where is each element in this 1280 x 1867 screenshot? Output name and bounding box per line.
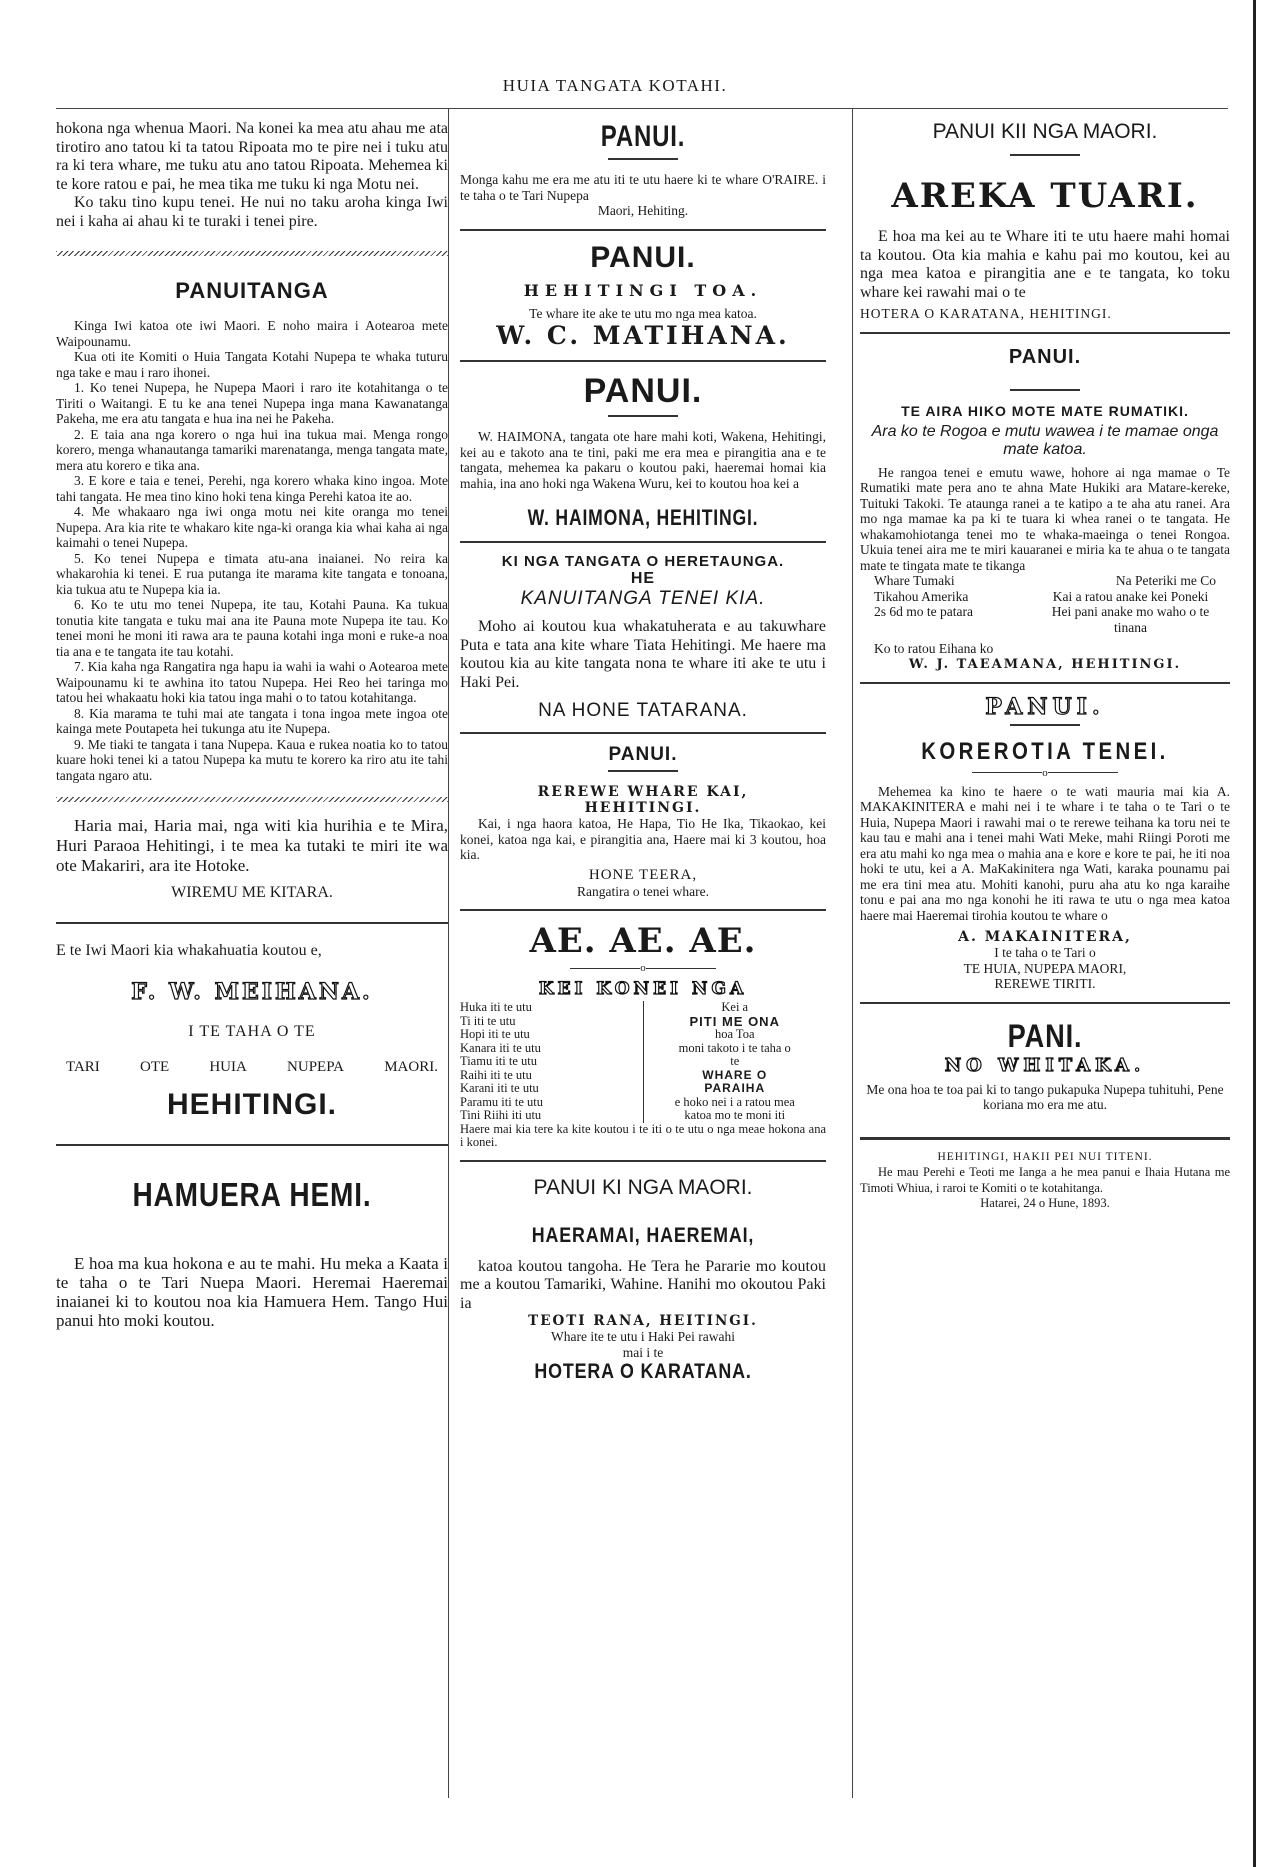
- list-item: Huka iti te utu: [460, 1000, 532, 1014]
- teera-name: HONE TEERA,: [588, 866, 698, 883]
- list-item: Ti iti te utu: [460, 1013, 516, 1028]
- panuitanga-item: 8. Kia marama te tuhi mai ate tangata i tona ingoa mete ingoa ote kainga mete Poutapeta hei tukunga atu ite Nupepa.: [56, 705, 448, 736]
- makakinitera-text: Mehemea ka kino te haere o te wati mauria mai kia A. MAKAKINITERA e mahi nei i te whare i te taha o te Tari o te Huia, Nupepa Maori i rawahi mai o te rerewe teihana ka toru nei te kau tau e mahi ana i tenei mahi Wati Meke, mahi Riingi Poroti me era atu mahi ko nga mea o mahia ana e kore e kore te pai, he iti noa hoki te utu, kei a A. MaKakinitera nga Wati, karaka pounamu pai me era tini mea atu. Mohiti kanohi, puru aha atu ko nga karaihe tonu e pai ana mo nga konohi he iti rawa te utu o nga mea katoa haere mai Haeremai tirohia koutou te whare o: [860, 783, 1230, 923]
- paraiha-advert: [460, 921, 826, 1150]
- makakinitera-title: PANUI.: [985, 693, 1105, 720]
- whitaka-title: PANI.: [1007, 1017, 1083, 1054]
- teera-advert: [460, 744, 826, 899]
- page-header: HUIA TANGATA KOTAHI.: [502, 76, 728, 95]
- makakinitera-advert: [860, 694, 1230, 992]
- karatana-text-3: mai i te: [622, 1344, 664, 1360]
- oraire-tail: Maori, Hehiting.: [597, 203, 689, 218]
- tatarana-title: KI NGA TANGATA O HERETAUNGA.: [501, 553, 785, 570]
- matihana-name: W. C. MATIHANA.: [496, 321, 790, 350]
- header-rule: [56, 108, 1228, 109]
- oraire-advert: [460, 120, 826, 219]
- divider-rule: [860, 332, 1230, 334]
- divider-rule: [460, 909, 826, 911]
- detail-line: e hoko nei i a ratou mea: [674, 1094, 795, 1109]
- divider-rule: [460, 541, 826, 543]
- detail-line: hoa Toa: [714, 1027, 755, 1041]
- panuitanga-item: 9. Me tiaki te tangata i tana Nupepa. Kaua e rukea noatia ko to tatou kuare hoki tenei ki a tatou Nupepa ka mutu te korero ka riro atu ite tahi tangata ngaro atu.: [56, 736, 448, 783]
- list-cell: Whare Tumaki: [874, 573, 955, 588]
- rumatiki-name: W. J. TAEAMANA, HEHITINGI.: [908, 656, 1182, 672]
- divider-rule: [56, 922, 448, 924]
- karatana-title: PANUI KI NGA MAORI.: [533, 1175, 753, 1199]
- short-rule: [608, 415, 678, 417]
- rumatiki-advert: [860, 346, 1230, 672]
- tatarana-he: HE: [630, 570, 656, 587]
- list-cell: Kai a ratou anake kei Poneki: [1052, 588, 1209, 604]
- detail-line: moni takoto i te taha o: [678, 1040, 791, 1055]
- rumatiki-list-row: [860, 573, 1230, 589]
- divider-rule: [56, 1144, 448, 1146]
- list-cell: Hei pani anake mo waho o te tinana: [1051, 604, 1210, 635]
- matihana-sub: HEHITINGI TOA.: [523, 280, 763, 300]
- rumatiki-text: He rangoa tenei e emutu wawe, hohore ai nga mamae o Te Rumatiki mate pera ano te ahna Mate Hukiki ara Matare-kereke, Tuituki Takoki. Te ataunga ranei a te katipo a te aha atu ranei. Ara mo nga mamae ka pa ki te tuara ki whea ranei o te tangata. He whakamohiotanga tenei mo te whaka-maeinga o tenei Rongoa. Ukuia tenei aira me te miri kauaranei e miria ka te ahua o te tangata mate te tingata mate te tikanga: [860, 464, 1230, 573]
- tuari-title: PANUI KII NGA MAORI.: [932, 120, 1158, 143]
- column-3: [860, 120, 1230, 1827]
- imprint-line-1: HEHITINGI, HAKII PEI NUI TITENI.: [937, 1150, 1153, 1163]
- list-item: Tini Riihi iti utu: [460, 1108, 542, 1122]
- tatarana-advert: [460, 553, 826, 722]
- meihana-word: HUIA: [209, 1058, 247, 1075]
- tuari-sub: AREKA TUARI.: [891, 176, 1199, 216]
- haimona-advert: [460, 372, 826, 531]
- detail-line: PARAIHA: [704, 1081, 766, 1095]
- imprint: [860, 1150, 1230, 1212]
- list-item: Raihi iti te utu: [460, 1067, 532, 1082]
- panuitanga-item: 4. Me whakaaro nga iwi onga motu nei kite oranga mo tenei Nupepa. Ara kia rite te whakaro kite nga-ki oranga kia whai kaha ai nga kaimahi o tenei Nupepa.: [56, 504, 448, 550]
- panuitanga-item: 6. Ko te utu mo tenei Nupepa, ite tau, Kotahi Pauna. Ka tukua tonutia kite tangata e tuku mai ana ite Pauna mote Nupepa ite tau. Ko tenei moni he moni iti rawa ara te pauna kotahi inga moni e ruke-a noa tia ana e te tangata ite tau kotahi.: [56, 597, 448, 659]
- paraiha-text: Haere mai kia tere ka kite koutou i te iti o te utu o nga meae hokona ana i konei.: [460, 1121, 826, 1149]
- tatarana-name: NA HONE TATARANA.: [538, 700, 748, 721]
- tuari-place: HOTERA O KARATANA, HEHITINGI.: [860, 306, 1112, 321]
- short-rule: [608, 770, 678, 772]
- meihana-word: MAORI.: [384, 1058, 438, 1075]
- panuitanga-item: 2. E taia ana nga korero o nga hui ina tukua mai. Menga rongo korero, menga whanautanga tamariki marenatanga, menga tangata mate, mera atu korero e tika ana.: [56, 426, 448, 473]
- list-item: Karani iti te utu: [460, 1081, 539, 1095]
- panuitanga-intro-1: Kinga Iwi katoa ote iwi Maori. E noho maira i Aotearoa mete Waipounamu.: [56, 318, 448, 349]
- short-rule: [1010, 724, 1080, 726]
- divider-rule: [460, 1160, 826, 1162]
- karatana-name: TEOTI RANA, HEITINGI.: [528, 1313, 758, 1329]
- list-item: Hopi iti te utu: [460, 1027, 530, 1041]
- panuitanga-item: 5. Ko tenei Nupepa e timata atu-ana inaianei. No reira ka whakarohia ki tenei. E rua putanga ite marama kite tangata e tonoana, kia tukua atu te Nupepa kia ia.: [56, 550, 448, 597]
- hemi-title: HAMUERA HEMI.: [132, 1175, 372, 1213]
- teera-sub-2: HEHITINGI.: [584, 800, 702, 816]
- teera-title: PANUI.: [608, 744, 678, 765]
- column-1: [56, 120, 448, 1827]
- hemi-text: E hoa ma kua hokona e au te mahi. Hu meka a Kaata i te taha o te Tari Nuepa Maori. Heremai Haeremai inaianei ki to koutou noa kia Hamuera Hem. Tango Hui panui hto moki koutou.: [56, 1253, 448, 1330]
- haimona-name: W. HAIMONA, HEHITINGI.: [527, 505, 759, 530]
- tuari-advert: [860, 120, 1230, 322]
- column-rule-2: [852, 108, 853, 1798]
- detail-line: katoa mo te moni iti: [684, 1108, 786, 1122]
- hemi-advert: [56, 1176, 448, 1330]
- meihana-place: HEHITINGI.: [166, 1087, 337, 1121]
- divider-rule: [860, 1137, 1230, 1140]
- makakinitera-l2: TE HUIA, NUPEPA MAORI,: [963, 960, 1127, 976]
- haimona-text: W. HAIMONA, tangata ote hare mahi koti, Wakena, Hehitingi, kei au e takoto ana te tini, paki me era mea e pirangitia ana e te tangata, mehemea ka pakaru o koutou paki, haeremai homai kia mahia, ina ano hoki nga Wakena Wuru, kei to koutou hoa kei a: [460, 429, 826, 491]
- panuitanga-notice: [56, 278, 448, 783]
- haimona-title: PANUI.: [583, 372, 703, 410]
- meihana-line-2: I TE TAHA O TE: [188, 1022, 316, 1040]
- makakinitera-sub: KOREROTIA TENEI.: [921, 737, 1169, 765]
- matihana-title: PANUI.: [590, 240, 696, 274]
- karatana-text-2: Whare ite te utu i Haki Pei rawahi: [550, 1329, 736, 1344]
- intro-paragraph-2: Ko taku tino kupu tenei. He nui no taku aroha kinga Iwi nei i kaha ai ahau ki te turaki i tenei pire.: [56, 194, 448, 230]
- matihana-text: Te whare ite ake te utu mo nga mea katoa.: [529, 305, 757, 321]
- tuari-text: E hoa ma kei au te Whare iti te utu haere mahi homai ta koutou. Ota kia mahia e kahu pai mo koutou, kei au nga mea katoa e pirangitia ane e te tangata, ko toku whare kei rawahi mai o te: [860, 228, 1230, 301]
- rumatiki-agent: Ko to ratou Eihana ko: [874, 641, 994, 656]
- teera-role: Rangatira o tenei whare.: [577, 883, 709, 899]
- short-rule: [1010, 389, 1080, 391]
- rumatiki-list-row: [860, 589, 1230, 605]
- list-item: Tiamu iti te utu: [460, 1054, 537, 1068]
- whitaka-advert: [860, 1018, 1230, 1113]
- short-rule: [608, 158, 678, 160]
- karatana-sub: HAERAMAI, HAEREMAI,: [531, 1223, 755, 1247]
- haria-notice: Haria mai, Haria mai, nga witi kia hurihia e te Mira, Huri Paraoa Hehitingi, i te mea ka tutaki te miri ite wa ote Makariri, ara ite Hotoke.: [56, 816, 448, 875]
- detail-line: Kei a: [721, 1000, 749, 1014]
- column-2: [448, 120, 838, 1827]
- haria-signature: WIREMU ME KITARA.: [171, 884, 333, 901]
- panuitanga-item: 1. Ko tenei Nupepa, he Nupepa Maori i raro ite kotahitanga o te Tiriti o Waitangi. E tu ke ana tenei Nupepa inga mana Kawanatanga Pakeha, me era atu tangata e hua ina nei he Pakeha.: [56, 380, 448, 426]
- detail-line: PITI ME ONA: [689, 1013, 780, 1029]
- meihana-word: OTE: [139, 1058, 170, 1075]
- oraire-text: Monga kahu me era me atu iti te utu haere ki te whare O'RAIRE. i te taha o te Tari Nupepa: [460, 172, 826, 203]
- oraire-title: PANUI.: [600, 120, 686, 153]
- rumatiki-italic: Ara ko te Rogoa e mutu wawea i te mamae onga mate katoa.: [871, 422, 1219, 458]
- paraiha-title: AE. AE. AE.: [529, 921, 757, 961]
- divider-rule: [460, 732, 826, 734]
- meihana-word: NUPEPA: [287, 1058, 344, 1075]
- meihana-advert: [56, 942, 448, 1122]
- karatana-place: HOTERA O KARATANA.: [534, 1360, 752, 1383]
- makakinitera-name: A. MAKAINITERA,: [958, 929, 1132, 945]
- tatarana-sub: KANUITANGA TENEI KIA.: [520, 588, 766, 609]
- panuitanga-item: 3. E kore e taia e tenei, Perehi, nga korero whaka kino ingoa. Mote tahi tangata. He mea tino kino hoki tena kinga Perehi katoa ite ao.: [56, 473, 448, 504]
- karatana-text: katoa koutou tangoha. He Tera he Pararie mo koutou me a koutou Tamariki, Wahine. Hanihi mo okoutou Paki ia: [460, 1257, 826, 1312]
- panuitanga-item: 7. Kia kaha nga Rangatira nga hapu ia wahi ia wahi o Aotearoa mete Waipounamu ki te awhina ito tatou Nupepa. Hei Reo hei taringa mo tatou hei whakaatu hoki kia tatou inga mahi o to tatou kotahitanga.: [56, 659, 448, 705]
- paraiha-items: [460, 1001, 644, 1123]
- o-rule: o: [860, 768, 1230, 778]
- divider-rule: [860, 1002, 1230, 1004]
- short-rule: [1010, 154, 1080, 156]
- whitaka-text: Me ona hoa te toa pai ki to tango pukapuka Nupepa tuhituhi, Pene koriana mo era me atu.: [866, 1081, 1224, 1112]
- list-item: Kanara iti te utu: [460, 1040, 541, 1055]
- meihana-name: F. W. MEIHANA.: [131, 978, 373, 1005]
- imprint-text: He mau Perehi e Teoti me Ianga a he mea panui e Ihaia Hutana me Timoti Whiua, i raroi te Komiti o te kotahitanga.: [860, 1165, 1230, 1195]
- divider-rule: [460, 360, 826, 362]
- meihana-word: TARI: [66, 1058, 100, 1075]
- tatarana-text: Moho ai koutou kua whakatuherata e au takuwhare Puta e tata ana kite whare Tiata Hehitingi. Me haere ma koutou kia au kite tangata nona te whare iti ake te utu i Haki Pei.: [460, 618, 826, 691]
- list-item: Paramu iti te utu: [460, 1094, 543, 1109]
- meihana-line-1: E te Iwi Maori kia whakahuatia koutou e,: [56, 942, 322, 959]
- rumatiki-list-row: [860, 604, 1230, 635]
- detail-line: te: [730, 1054, 740, 1068]
- divider-rule: [460, 229, 826, 231]
- makakinitera-l3: REREWE TIRITI.: [994, 976, 1096, 991]
- matihana-advert: [460, 241, 826, 351]
- o-rule: o: [460, 963, 826, 973]
- panuitanga-title: PANUITANGA: [175, 278, 329, 303]
- list-cell: 2s 6d mo te patara: [874, 604, 973, 619]
- paraiha-details: [644, 1001, 827, 1123]
- list-cell: Tikahou Amerika: [874, 588, 969, 604]
- karatana-advert: [460, 1176, 826, 1385]
- paraiha-sub: KEI KONEI NGA: [538, 979, 748, 999]
- paraiha-table: [460, 1001, 826, 1123]
- makakinitera-l1: I te taha o te Tari o: [994, 945, 1096, 960]
- rumatiki-sub: TE AIRA HIKO MOTE MATE RUMATIKI.: [901, 402, 1189, 419]
- imprint-date: Hatarei, 24 o Hune, 1893.: [980, 1196, 1110, 1210]
- page-edge-rule: [1253, 0, 1256, 1867]
- teera-sub-1: REREWE WHARE KAI,: [537, 784, 749, 800]
- divider-rule: [860, 682, 1230, 684]
- detail-line: WHARE O: [702, 1067, 768, 1082]
- panuitanga-intro-2: Kua oti ite Komiti o Huia Tangata Kotahi Nupepa te whaka tuturu nga take e mau i raro ihonei.: [56, 349, 448, 380]
- rumatiki-title: PANUI.: [1008, 345, 1082, 368]
- wavy-divider: [56, 797, 448, 802]
- meihana-line-3: [66, 1059, 438, 1076]
- list-cell: Na Peteriki me Co: [1115, 573, 1216, 588]
- wavy-divider: [56, 251, 448, 256]
- intro-paragraph-1: hokona nga whenua Maori. Na konei ka mea atu ahau me ata tirotiro ano tatou ki ta tatou Ripoata mo te pire nei i tuku atu ra ki tera whare, me tuku atu ano tatou Ripoata. Mehemea ki te kore ratou e pai, he mea tika me tuku ki nga Motu nei.: [56, 120, 448, 193]
- whitaka-sub: NO WHITAKA.: [944, 1054, 1146, 1076]
- teera-text: Kai, i nga haora katoa, He Hapa, Tio He Ika, Tikaokao, kei konei, katoa nga kai, e pirangitia ana, Haere mai ki 3 koutou, hoa kia.: [460, 816, 826, 862]
